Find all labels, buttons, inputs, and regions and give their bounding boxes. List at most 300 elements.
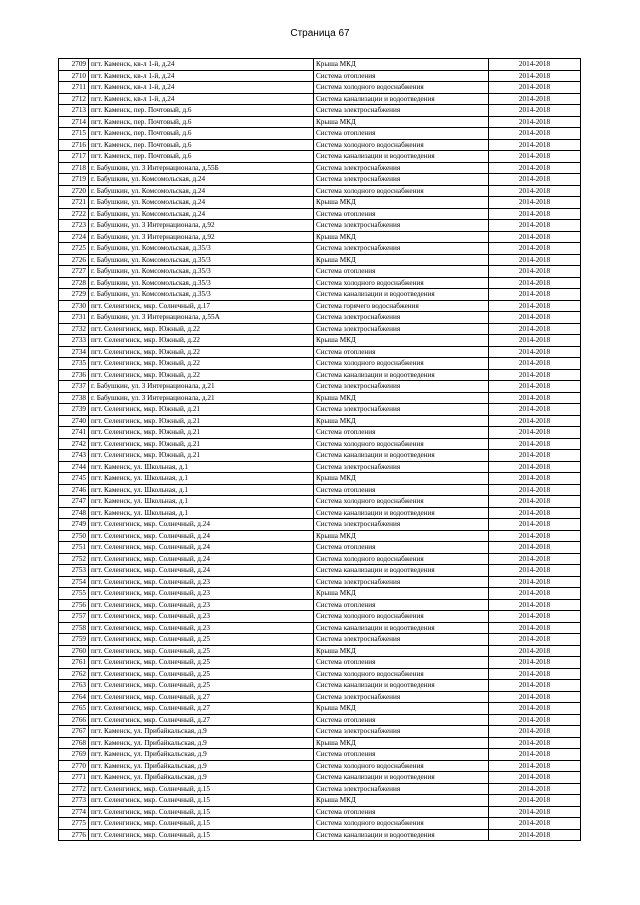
address-cell: г. Бабушкин, ул. 3 Интернационала, д.92 <box>89 231 314 243</box>
table-row <box>59 829 581 841</box>
row-number: 2763 <box>59 680 89 692</box>
address-cell: г. Бабушкин, ул. Комсомольская, д.24 <box>89 197 314 209</box>
table-row <box>59 415 581 427</box>
row-number: 2741 <box>59 427 89 439</box>
work-type-cell: Крыша МКД <box>314 645 489 657</box>
table-row <box>59 335 581 347</box>
row-number: 2768 <box>59 737 89 749</box>
row-number: 2712 <box>59 93 89 105</box>
row-number: 2764 <box>59 691 89 703</box>
period-cell: 2014-2018 <box>489 726 581 738</box>
period-cell: 2014-2018 <box>489 795 581 807</box>
row-number: 2770 <box>59 760 89 772</box>
table-row <box>59 70 581 82</box>
table-row <box>59 553 581 565</box>
address-cell: пгт. Селенгинск, мкр. Южный, д.22 <box>89 335 314 347</box>
work-type-cell: Система отопления <box>314 806 489 818</box>
table-row <box>59 277 581 289</box>
work-type-cell: Система отопления <box>314 749 489 761</box>
address-cell: пгт. Каменск, ул. Школьная, д.1 <box>89 496 314 508</box>
work-type-cell: Система отопления <box>314 484 489 496</box>
period-cell: 2014-2018 <box>489 162 581 174</box>
work-type-cell: Система канализации и водоотведения <box>314 507 489 519</box>
work-type-cell: Система электроснабжения <box>314 461 489 473</box>
row-number: 2744 <box>59 461 89 473</box>
work-type-cell: Система холодного водоснабжения <box>314 438 489 450</box>
period-cell: 2014-2018 <box>489 139 581 151</box>
period-cell: 2014-2018 <box>489 93 581 105</box>
period-cell: 2014-2018 <box>489 496 581 508</box>
period-cell: 2014-2018 <box>489 530 581 542</box>
address-cell: пгт. Селенгинск, мкр. Солнечный, д.15 <box>89 795 314 807</box>
table-row <box>59 162 581 174</box>
address-cell: г. Бабушкин, ул. 3 Интернационала, д.21 <box>89 381 314 393</box>
address-cell: пгт. Каменск, ул. Прибайкальская, д.9 <box>89 749 314 761</box>
row-number: 2726 <box>59 254 89 266</box>
address-cell: пгт. Селенгинск, мкр. Южный, д.22 <box>89 358 314 370</box>
work-type-cell: Крыша МКД <box>314 59 489 71</box>
row-number: 2757 <box>59 611 89 623</box>
row-number: 2759 <box>59 634 89 646</box>
table-row <box>59 346 581 358</box>
table-row <box>59 737 581 749</box>
work-type-cell: Система электроснабжения <box>314 519 489 531</box>
period-cell: 2014-2018 <box>489 335 581 347</box>
work-type-cell: Система отопления <box>314 542 489 554</box>
period-cell: 2014-2018 <box>489 82 581 94</box>
address-cell: пгт. Каменск, ул. Прибайкальская, д.9 <box>89 772 314 784</box>
period-cell: 2014-2018 <box>489 599 581 611</box>
row-number: 2766 <box>59 714 89 726</box>
work-type-cell: Крыша МКД <box>314 415 489 427</box>
work-type-cell: Крыша МКД <box>314 335 489 347</box>
table-row <box>59 496 581 508</box>
row-number: 2719 <box>59 174 89 186</box>
table-row <box>59 450 581 462</box>
work-type-cell: Система электроснабжения <box>314 576 489 588</box>
row-number: 2753 <box>59 565 89 577</box>
work-type-cell: Система канализации и водоотведения <box>314 93 489 105</box>
period-cell: 2014-2018 <box>489 266 581 278</box>
row-number: 2774 <box>59 806 89 818</box>
address-cell: пгт. Селенгинск, мкр. Солнечный, д.27 <box>89 691 314 703</box>
address-cell: пгт. Каменск, ул. Прибайкальская, д.9 <box>89 737 314 749</box>
row-number: 2713 <box>59 105 89 117</box>
row-number: 2760 <box>59 645 89 657</box>
row-number: 2761 <box>59 657 89 669</box>
period-cell: 2014-2018 <box>489 519 581 531</box>
row-number: 2720 <box>59 185 89 197</box>
work-type-cell: Система холодного водоснабжения <box>314 668 489 680</box>
period-cell: 2014-2018 <box>489 59 581 71</box>
address-cell: г. Бабушкин, ул. Комсомольская, д.35/3 <box>89 254 314 266</box>
page-header: Страница 67 <box>290 28 350 39</box>
period-cell: 2014-2018 <box>489 829 581 841</box>
row-number: 2732 <box>59 323 89 335</box>
table-row <box>59 427 581 439</box>
row-number: 2735 <box>59 358 89 370</box>
row-number: 2765 <box>59 703 89 715</box>
row-number: 2769 <box>59 749 89 761</box>
address-cell: пгт. Каменск, пер. Почтовый, д.6 <box>89 105 314 117</box>
address-cell: г. Бабушкин, ул. Комсомольская, д.24 <box>89 185 314 197</box>
table-row <box>59 197 581 209</box>
row-number: 2736 <box>59 369 89 381</box>
table-row <box>59 254 581 266</box>
address-cell: пгт. Селенгинск, мкр. Солнечный, д.23 <box>89 622 314 634</box>
address-cell: пгт. Каменск, кв-л 1-й, д.24 <box>89 59 314 71</box>
table-row <box>59 634 581 646</box>
table-row <box>59 507 581 519</box>
address-cell: г. Бабушкин, ул. Комсомольская, д.24 <box>89 174 314 186</box>
period-cell: 2014-2018 <box>489 634 581 646</box>
table-row <box>59 749 581 761</box>
row-number: 2746 <box>59 484 89 496</box>
table-row <box>59 151 581 163</box>
table-row <box>59 795 581 807</box>
work-type-cell: Система отопления <box>314 266 489 278</box>
table-row <box>59 783 581 795</box>
address-cell: пгт. Селенгинск, мкр. Солнечный, д.25 <box>89 645 314 657</box>
work-type-cell: Система канализации и водоотведения <box>314 289 489 301</box>
period-cell: 2014-2018 <box>489 369 581 381</box>
period-cell: 2014-2018 <box>489 197 581 209</box>
row-number: 2723 <box>59 220 89 232</box>
row-number: 2751 <box>59 542 89 554</box>
table-row <box>59 266 581 278</box>
table-row <box>59 576 581 588</box>
row-number: 2711 <box>59 82 89 94</box>
period-cell: 2014-2018 <box>489 473 581 485</box>
row-number: 2718 <box>59 162 89 174</box>
row-number: 2772 <box>59 783 89 795</box>
period-cell: 2014-2018 <box>489 231 581 243</box>
period-cell: 2014-2018 <box>489 703 581 715</box>
period-cell: 2014-2018 <box>489 289 581 301</box>
address-cell: пгт. Каменск, ул. Школьная, д.1 <box>89 484 314 496</box>
row-number: 2710 <box>59 70 89 82</box>
address-cell: пгт. Селенгинск, мкр. Солнечный, д.25 <box>89 634 314 646</box>
row-number: 2725 <box>59 243 89 255</box>
row-number: 2733 <box>59 335 89 347</box>
address-cell: г. Бабушкин, ул. Комсомольская, д.35/3 <box>89 277 314 289</box>
work-type-cell: Крыша МКД <box>314 530 489 542</box>
table-row <box>59 588 581 600</box>
period-cell: 2014-2018 <box>489 105 581 117</box>
table-row <box>59 714 581 726</box>
work-type-cell: Система отопления <box>314 714 489 726</box>
address-cell: пгт. Каменск, ул. Школьная, д.1 <box>89 507 314 519</box>
address-cell: пгт. Каменск, кв-л 1-й, д.24 <box>89 70 314 82</box>
period-cell: 2014-2018 <box>489 427 581 439</box>
table-row <box>59 461 581 473</box>
period-cell: 2014-2018 <box>489 220 581 232</box>
period-cell: 2014-2018 <box>489 323 581 335</box>
address-cell: пгт. Селенгинск, мкр. Солнечный, д.27 <box>89 714 314 726</box>
table-row <box>59 231 581 243</box>
table-row <box>59 358 581 370</box>
row-number: 2714 <box>59 116 89 128</box>
row-number: 2728 <box>59 277 89 289</box>
work-type-cell: Система электроснабжения <box>314 162 489 174</box>
row-number: 2743 <box>59 450 89 462</box>
table-row <box>59 703 581 715</box>
address-cell: пгт. Селенгинск, мкр. Солнечный, д.25 <box>89 680 314 692</box>
table-row <box>59 312 581 324</box>
table-row <box>59 116 581 128</box>
work-type-cell: Система электроснабжения <box>314 174 489 186</box>
table-row <box>59 622 581 634</box>
address-cell: пгт. Селенгинск, мкр. Солнечный, д.23 <box>89 611 314 623</box>
work-type-cell: Система холодного водоснабжения <box>314 553 489 565</box>
period-cell: 2014-2018 <box>489 346 581 358</box>
table-row <box>59 438 581 450</box>
table-row <box>59 381 581 393</box>
table-row <box>59 611 581 623</box>
table-row <box>59 691 581 703</box>
period-cell: 2014-2018 <box>489 450 581 462</box>
table-row <box>59 289 581 301</box>
work-type-cell: Крыша МКД <box>314 254 489 266</box>
row-number: 2749 <box>59 519 89 531</box>
period-cell: 2014-2018 <box>489 174 581 186</box>
period-cell: 2014-2018 <box>489 128 581 140</box>
work-type-cell: Крыша МКД <box>314 588 489 600</box>
period-cell: 2014-2018 <box>489 714 581 726</box>
row-number: 2745 <box>59 473 89 485</box>
table-row <box>59 818 581 830</box>
row-number: 2740 <box>59 415 89 427</box>
work-type-cell: Система электроснабжения <box>314 220 489 232</box>
work-type-cell: Система канализации и водоотведения <box>314 369 489 381</box>
period-cell: 2014-2018 <box>489 611 581 623</box>
address-cell: пгт. Селенгинск, мкр. Солнечный, д.24 <box>89 553 314 565</box>
period-cell: 2014-2018 <box>489 749 581 761</box>
address-cell: пгт. Селенгинск, мкр. Южный, д.21 <box>89 427 314 439</box>
table-row <box>59 59 581 71</box>
row-number: 2750 <box>59 530 89 542</box>
row-number: 2771 <box>59 772 89 784</box>
address-cell: пгт. Селенгинск, мкр. Солнечный, д.24 <box>89 530 314 542</box>
address-cell: пгт. Селенгинск, мкр. Южный, д.21 <box>89 415 314 427</box>
work-type-cell: Система электроснабжения <box>314 634 489 646</box>
table-row <box>59 760 581 772</box>
work-type-cell: Система канализации и водоотведения <box>314 565 489 577</box>
period-cell: 2014-2018 <box>489 461 581 473</box>
address-cell: пгт. Селенгинск, мкр. Солнечный, д.25 <box>89 668 314 680</box>
work-type-cell: Система отопления <box>314 70 489 82</box>
row-number: 2727 <box>59 266 89 278</box>
work-type-cell: Система отопления <box>314 427 489 439</box>
period-cell: 2014-2018 <box>489 760 581 772</box>
period-cell: 2014-2018 <box>489 657 581 669</box>
work-type-cell: Система канализации и водоотведения <box>314 622 489 634</box>
work-type-cell: Система холодного водоснабжения <box>314 818 489 830</box>
work-type-cell: Система холодного водоснабжения <box>314 277 489 289</box>
work-type-cell: Система холодного водоснабжения <box>314 139 489 151</box>
table-row <box>59 473 581 485</box>
row-number: 2762 <box>59 668 89 680</box>
work-type-cell: Крыша МКД <box>314 737 489 749</box>
row-number: 2776 <box>59 829 89 841</box>
period-cell: 2014-2018 <box>489 553 581 565</box>
table-row <box>59 128 581 140</box>
address-cell: пгт. Селенгинск, мкр. Солнечный, д.15 <box>89 818 314 830</box>
work-type-cell: Система электроснабжения <box>314 381 489 393</box>
address-cell: г. Бабушкин, ул. 3 Интернационала, д.92 <box>89 220 314 232</box>
address-cell: пгт. Каменск, пер. Почтовый, д.6 <box>89 151 314 163</box>
row-number: 2775 <box>59 818 89 830</box>
work-type-cell: Система холодного водоснабжения <box>314 82 489 94</box>
work-type-cell: Система холодного водоснабжения <box>314 611 489 623</box>
table-row <box>59 530 581 542</box>
table-row <box>59 139 581 151</box>
table-row <box>59 392 581 404</box>
period-cell: 2014-2018 <box>489 185 581 197</box>
work-type-cell: Система электроснабжения <box>314 105 489 117</box>
work-type-cell: Система электроснабжения <box>314 783 489 795</box>
address-cell: г. Бабушкин, ул. 3 Интернационала, д.55Б <box>89 162 314 174</box>
row-number: 2715 <box>59 128 89 140</box>
row-number: 2731 <box>59 312 89 324</box>
address-cell: пгт. Каменск, ул. Прибайкальская, д.9 <box>89 760 314 772</box>
table-row <box>59 82 581 94</box>
address-cell: пгт. Селенгинск, мкр. Солнечный, д.24 <box>89 519 314 531</box>
period-cell: 2014-2018 <box>489 151 581 163</box>
period-cell: 2014-2018 <box>489 806 581 818</box>
address-cell: г. Бабушкин, ул. Комсомольская, д.35/3 <box>89 289 314 301</box>
table-row <box>59 93 581 105</box>
table-row <box>59 519 581 531</box>
row-number: 2717 <box>59 151 89 163</box>
row-number: 2730 <box>59 300 89 312</box>
work-type-cell: Система канализации и водоотведения <box>314 829 489 841</box>
address-cell: пгт. Каменск, пер. Почтовый, д.6 <box>89 116 314 128</box>
work-type-cell: Система отопления <box>314 346 489 358</box>
period-cell: 2014-2018 <box>489 507 581 519</box>
row-number: 2742 <box>59 438 89 450</box>
address-cell: пгт. Каменск, кв-л 1-й, д.24 <box>89 82 314 94</box>
period-cell: 2014-2018 <box>489 783 581 795</box>
period-cell: 2014-2018 <box>489 415 581 427</box>
work-type-cell: Система электроснабжения <box>314 323 489 335</box>
address-cell: пгт. Каменск, ул. Школьная, д.1 <box>89 473 314 485</box>
address-cell: пгт. Селенгинск, мкр. Солнечный, д.24 <box>89 565 314 577</box>
period-cell: 2014-2018 <box>489 381 581 393</box>
row-number: 2755 <box>59 588 89 600</box>
work-type-cell: Система канализации и водоотведения <box>314 772 489 784</box>
table-row <box>59 220 581 232</box>
address-cell: пгт. Селенгинск, мкр. Южный, д.22 <box>89 346 314 358</box>
row-number: 2722 <box>59 208 89 220</box>
period-cell: 2014-2018 <box>489 737 581 749</box>
period-cell: 2014-2018 <box>489 312 581 324</box>
period-cell: 2014-2018 <box>489 668 581 680</box>
row-number: 2747 <box>59 496 89 508</box>
table-row <box>59 680 581 692</box>
work-type-cell: Система холодного водоснабжения <box>314 185 489 197</box>
address-cell: пгт. Каменск, ул. Школьная, д.1 <box>89 461 314 473</box>
work-type-cell: Крыша МКД <box>314 795 489 807</box>
table-row <box>59 300 581 312</box>
period-cell: 2014-2018 <box>489 208 581 220</box>
address-cell: г. Бабушкин, ул. Комсомольская, д.35/3 <box>89 243 314 255</box>
row-number: 2729 <box>59 289 89 301</box>
row-number: 2767 <box>59 726 89 738</box>
period-cell: 2014-2018 <box>489 254 581 266</box>
address-cell: пгт. Селенгинск, мкр. Солнечный, д.25 <box>89 657 314 669</box>
period-cell: 2014-2018 <box>489 622 581 634</box>
table-row <box>59 565 581 577</box>
work-type-cell: Система электроснабжения <box>314 243 489 255</box>
table-row <box>59 668 581 680</box>
work-type-cell: Система отопления <box>314 208 489 220</box>
period-cell: 2014-2018 <box>489 438 581 450</box>
row-number: 2773 <box>59 795 89 807</box>
table-row <box>59 369 581 381</box>
address-cell: пгт. Селенгинск, мкр. Южный, д.22 <box>89 323 314 335</box>
period-cell: 2014-2018 <box>489 392 581 404</box>
period-cell: 2014-2018 <box>489 772 581 784</box>
work-type-cell: Крыша МКД <box>314 392 489 404</box>
row-number: 2737 <box>59 381 89 393</box>
work-type-cell: Система электроснабжения <box>314 312 489 324</box>
table-row <box>59 726 581 738</box>
table-row <box>59 105 581 117</box>
period-cell: 2014-2018 <box>489 300 581 312</box>
address-cell: г. Бабушкин, ул. Комсомольская, д.35/3 <box>89 266 314 278</box>
row-number: 2758 <box>59 622 89 634</box>
period-cell: 2014-2018 <box>489 576 581 588</box>
work-type-cell: Система электроснабжения <box>314 691 489 703</box>
period-cell: 2014-2018 <box>489 645 581 657</box>
work-type-cell: Система отопления <box>314 599 489 611</box>
table-row <box>59 599 581 611</box>
row-number: 2756 <box>59 599 89 611</box>
work-type-cell: Система холодного водоснабжения <box>314 760 489 772</box>
row-number: 2739 <box>59 404 89 416</box>
address-cell: пгт. Селенгинск, мкр. Солнечный, д.15 <box>89 829 314 841</box>
address-cell: пгт. Селенгинск, мкр. Южный, д.22 <box>89 369 314 381</box>
work-type-cell: Система холодного водоснабжения <box>314 358 489 370</box>
work-type-cell: Крыша МКД <box>314 703 489 715</box>
period-cell: 2014-2018 <box>489 818 581 830</box>
table-row <box>59 404 581 416</box>
address-cell: пгт. Каменск, пер. Почтовый, д.6 <box>89 128 314 140</box>
row-number: 2738 <box>59 392 89 404</box>
register-table <box>58 58 581 841</box>
row-number: 2716 <box>59 139 89 151</box>
address-cell: пгт. Селенгинск, мкр. Солнечный, д.15 <box>89 783 314 795</box>
period-cell: 2014-2018 <box>489 588 581 600</box>
address-cell: пгт. Селенгинск, мкр. Южный, д.21 <box>89 438 314 450</box>
period-cell: 2014-2018 <box>489 542 581 554</box>
period-cell: 2014-2018 <box>489 243 581 255</box>
table-row <box>59 185 581 197</box>
work-type-cell: Система канализации и водоотведения <box>314 151 489 163</box>
table-row <box>59 174 581 186</box>
address-cell: пгт. Селенгинск, мкр. Солнечный, д.24 <box>89 542 314 554</box>
row-number: 2721 <box>59 197 89 209</box>
period-cell: 2014-2018 <box>489 70 581 82</box>
work-type-cell: Крыша МКД <box>314 231 489 243</box>
period-cell: 2014-2018 <box>489 691 581 703</box>
period-cell: 2014-2018 <box>489 404 581 416</box>
table-row <box>59 657 581 669</box>
address-cell: пгт. Каменск, кв-л 1-й, д.24 <box>89 93 314 105</box>
table-row <box>59 323 581 335</box>
table-row <box>59 806 581 818</box>
